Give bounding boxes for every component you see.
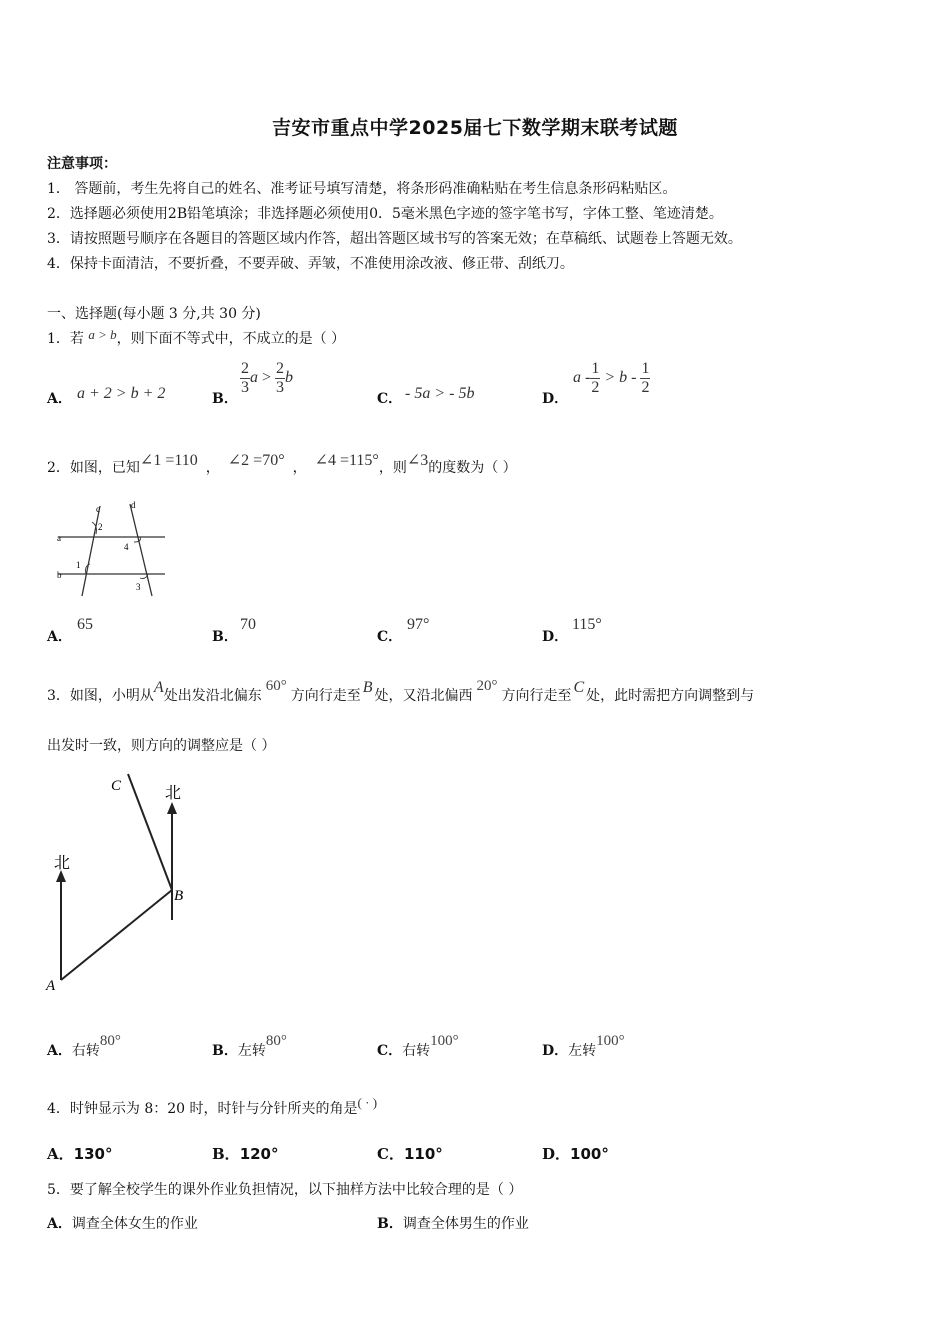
angle-1: ∠1 =110 xyxy=(139,452,198,469)
frac-num: 2 xyxy=(276,360,285,377)
question-3-line2: 出发时一致，则方向的调整应是（ ） xyxy=(47,738,276,754)
option-value: 120° xyxy=(239,1145,279,1163)
frac-num: 1 xyxy=(641,360,650,377)
section-heading: 一、选择题(每小题 3 分,共 30 分) xyxy=(47,306,261,322)
q5-option-a[interactable] xyxy=(47,1213,198,1233)
q4-option-b[interactable] xyxy=(212,1143,279,1164)
condition-math: a > b xyxy=(88,327,117,342)
angle-4: ∠4 =115° xyxy=(314,452,379,469)
option-angle: 100° xyxy=(430,1033,459,1049)
question-text: ，则下面不等式中，不成立的是（ ） xyxy=(116,331,346,347)
point-a-label: A xyxy=(46,978,56,994)
option-label: A． xyxy=(47,1216,72,1232)
comma: ， xyxy=(205,460,220,476)
question-text: 方向行走至 xyxy=(290,688,361,704)
q2-option-a[interactable]: 65 xyxy=(77,616,93,633)
option-value: 100° xyxy=(570,1145,609,1163)
label-4: 4 xyxy=(124,542,129,552)
north-label-2: 北 xyxy=(165,785,182,802)
q1-option-c-label[interactable]: C． xyxy=(377,391,403,407)
angle-2: ∠2 =70° xyxy=(227,452,285,469)
q3-figure xyxy=(42,768,202,1000)
question-text: ，则 xyxy=(378,460,407,476)
question-3 xyxy=(47,678,755,705)
option-value: 110° xyxy=(403,1145,443,1163)
angle-20: 20° xyxy=(476,678,498,694)
option-label: A． xyxy=(47,1145,74,1163)
q3-option-d[interactable] xyxy=(542,1033,625,1060)
question-5 xyxy=(47,1179,522,1199)
label-a: a xyxy=(57,533,61,543)
frac-num: 1 xyxy=(591,360,600,377)
question-text: 处出发沿北偏东 xyxy=(163,688,262,704)
point-b: B xyxy=(362,679,373,696)
q1-option-d-label[interactable]: D． xyxy=(542,391,569,407)
var-a: a - xyxy=(573,369,591,387)
q1-option-b-label[interactable]: B． xyxy=(212,391,238,407)
q4-option-c[interactable] xyxy=(377,1143,443,1164)
north-label-1: 北 xyxy=(54,855,71,872)
q2-option-b-label[interactable]: B． xyxy=(212,629,238,645)
label-c: c xyxy=(96,504,100,514)
notice-item-2: 2．选择题必须使用2B铅笔填涂；非选择题必须使用0．5毫米黑色字迹的签字笔书写，字体工整、笔迹清楚。 xyxy=(47,206,723,222)
option-text: 右转 xyxy=(71,1043,100,1059)
notice-header: 注意事项： xyxy=(47,156,117,172)
option-label: D． xyxy=(542,1145,571,1163)
question-text: 处，又沿北偏西 xyxy=(374,688,473,704)
q1-option-c[interactable]: - 5a > - 5b xyxy=(405,385,475,402)
question-text: 如图，已知 xyxy=(69,460,140,476)
gt-sign: > xyxy=(258,369,276,387)
question-text: 的度数为（ ） xyxy=(428,460,517,476)
question-text: 要了解全校学生的课外作业负担情况，以下抽样方法中比较合理的是（ ） xyxy=(69,1182,523,1198)
option-label: B． xyxy=(212,1043,238,1059)
q2-figure xyxy=(52,498,172,598)
option-text: 右转 xyxy=(402,1043,431,1059)
page-title: 吉安市重点中学2025届七下数学期末联考试题 xyxy=(272,117,678,139)
point-a: A xyxy=(153,679,164,696)
notice-item-4: 4．保持卡面清洁，不要折叠，不要弄破、弄皱，不准使用涂改液、修正带、刮纸刀。 xyxy=(47,256,574,272)
option-text: 调查全体女生的作业 xyxy=(71,1216,198,1232)
option-label: C． xyxy=(377,1043,403,1059)
label-1: 1 xyxy=(76,560,81,570)
option-angle: 100° xyxy=(596,1033,625,1049)
option-text: 左转 xyxy=(568,1043,597,1059)
frac-den: 2 xyxy=(591,379,600,396)
question-2 xyxy=(47,452,517,477)
label-3: 3 xyxy=(136,582,141,592)
q4-option-d[interactable] xyxy=(542,1143,609,1164)
question-number: 5． xyxy=(47,1182,70,1198)
option-text: 左转 xyxy=(237,1043,266,1059)
q1-option-b[interactable] xyxy=(240,360,293,397)
q1-option-a[interactable]: a + 2 > b + 2 xyxy=(77,385,166,402)
question-number: 1． xyxy=(47,331,70,347)
q1-option-d[interactable] xyxy=(573,360,650,397)
q3-option-a[interactable] xyxy=(47,1033,121,1060)
angle-60: 60° xyxy=(265,678,287,694)
q1-option-a-label[interactable]: A． xyxy=(47,391,72,407)
comma: ， xyxy=(292,460,307,476)
label-b: b xyxy=(57,570,62,580)
label-2: 2 xyxy=(98,522,103,532)
frac-den: 2 xyxy=(641,379,650,396)
point-c-label: C xyxy=(111,778,122,794)
notice-item-1: 1． 答题前，考生先将自己的姓名、准考证号填写清楚，将条形码准确粘贴在考生信息条形码粘贴区。 xyxy=(47,181,677,197)
q5-option-b[interactable] xyxy=(377,1213,529,1233)
q3-option-b[interactable] xyxy=(212,1033,287,1060)
option-text: 调查全体男生的作业 xyxy=(402,1216,529,1232)
question-text: 处，此时需把方向调整到与 xyxy=(586,688,755,704)
question-text: 方向行走至 xyxy=(501,688,572,704)
label-d: d xyxy=(131,500,136,510)
frac-den: 3 xyxy=(276,379,285,396)
question-text: 若 xyxy=(69,331,84,347)
answer-paren: ( · ) xyxy=(357,1095,378,1110)
q3-option-c[interactable] xyxy=(377,1033,459,1060)
question-number: 4． xyxy=(47,1101,70,1117)
question-1 xyxy=(47,328,345,348)
question-text: 如图，小明从 xyxy=(69,688,154,704)
var-b: b xyxy=(285,369,294,387)
q2-option-a-label[interactable]: A． xyxy=(47,629,72,645)
notice-item-3: 3．请按照题号顺序在各题目的答题区域内作答，超出答题区域书写的答案无效；在草稿纸、试题卷上答题无效。 xyxy=(47,231,742,247)
question-number: 3． xyxy=(47,688,70,704)
question-text: 时钟显示为 8：20 时，时针与分针所夹的角是 xyxy=(69,1101,358,1117)
option-label: D． xyxy=(542,1043,569,1059)
frac-num: 2 xyxy=(241,360,249,377)
var-a: a xyxy=(250,369,258,387)
gt-b: > b - xyxy=(600,369,641,387)
q2-option-d[interactable]: 115° xyxy=(572,616,602,633)
option-angle: 80° xyxy=(99,1033,121,1049)
q4-option-a[interactable] xyxy=(47,1143,112,1164)
point-b-label: B xyxy=(174,888,184,904)
question-number: 2． xyxy=(47,460,70,476)
point-c: C xyxy=(573,679,585,696)
frac-den: 3 xyxy=(241,379,249,396)
q2-option-c-label[interactable]: C． xyxy=(377,629,403,645)
angle-3: ∠3 xyxy=(406,452,429,469)
option-angle: 80° xyxy=(265,1033,287,1049)
question-4 xyxy=(47,1095,378,1118)
option-label: B． xyxy=(377,1216,403,1232)
option-label: C． xyxy=(377,1145,404,1163)
option-value: 130° xyxy=(73,1145,113,1163)
q2-option-d-label[interactable]: D． xyxy=(542,629,569,645)
q2-option-b[interactable]: 70 xyxy=(240,616,256,633)
option-label: A． xyxy=(47,1043,72,1059)
q2-option-c[interactable]: 97° xyxy=(407,616,430,633)
option-label: B． xyxy=(212,1145,240,1163)
